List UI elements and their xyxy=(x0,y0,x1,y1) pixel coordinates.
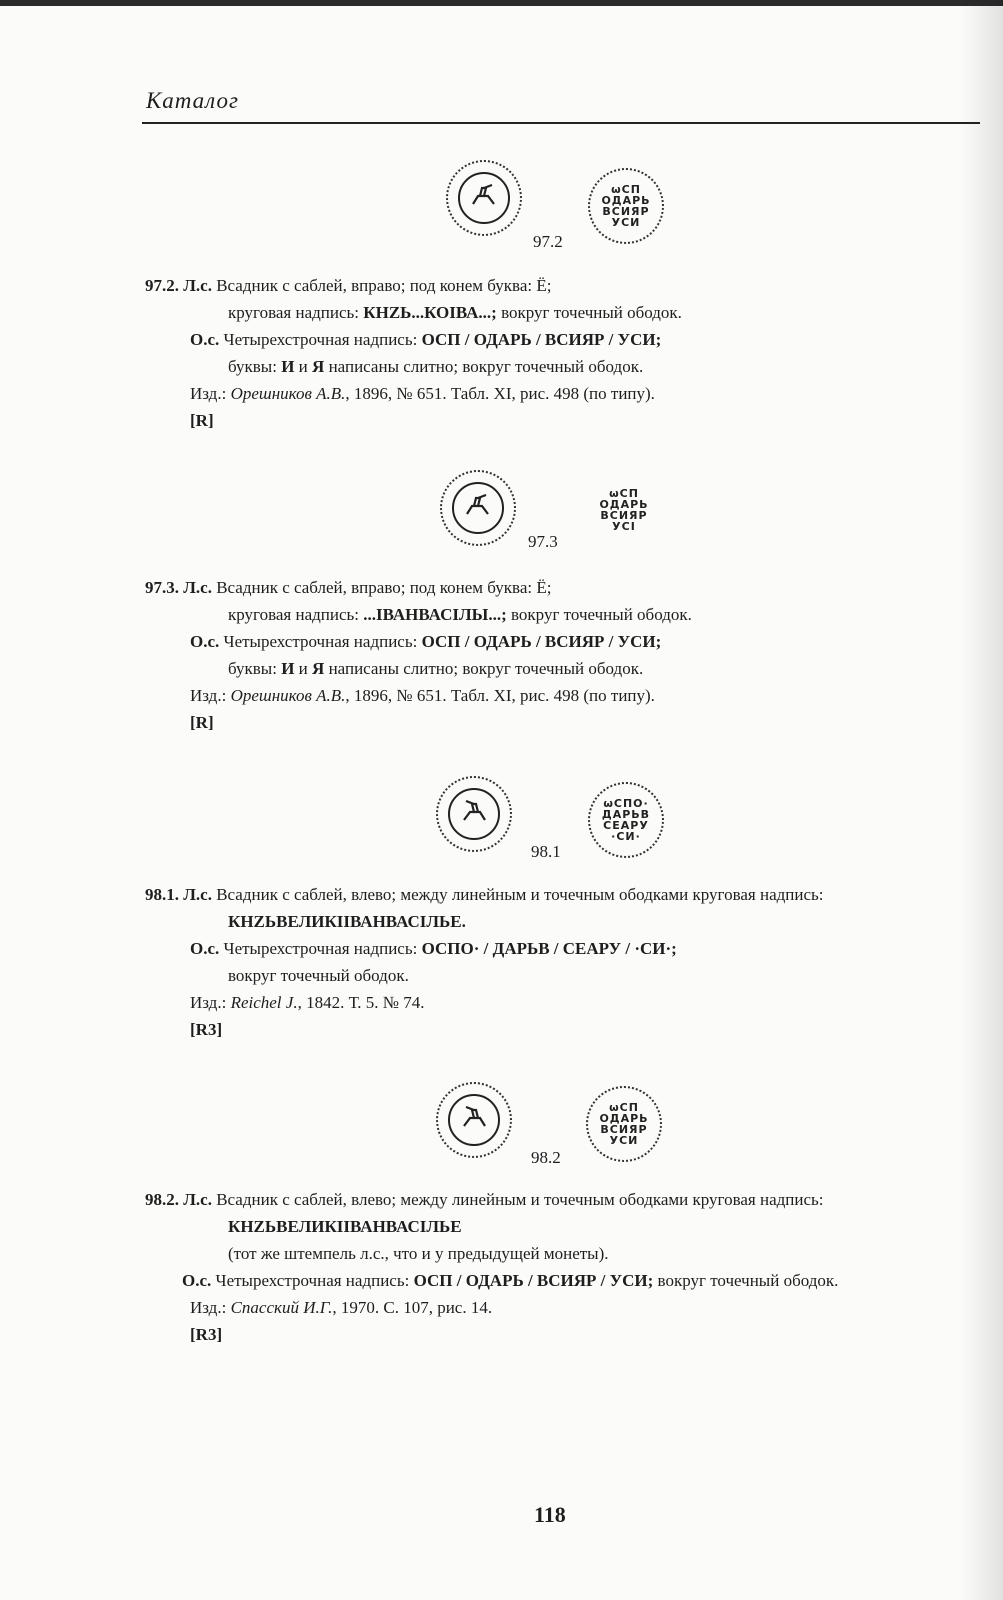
obverse-text: Всадник с саблей, влево; между линейным и точечным ободками круговая надпись: xyxy=(216,885,824,904)
obverse-legend: КНZЬВЕЛИКІІВАНВАСІЛЬЕ. xyxy=(228,912,466,931)
coin-reverse-inscription: ѡСП ОДАРЬ ВСИЯР УСІ xyxy=(599,487,649,533)
coin-obverse-image xyxy=(446,160,522,236)
rider-icon xyxy=(464,494,492,518)
entry-id: 97.2. xyxy=(145,276,179,295)
obverse-label: Л.с. xyxy=(183,1190,212,1209)
coin-reverse-image xyxy=(586,1086,662,1162)
coin-obverse-image xyxy=(440,470,516,546)
coin-reverse-inscription: ѡСПО· ДАРЬВ СЕАРУ ·СИ· xyxy=(601,797,651,843)
coin-obverse-image xyxy=(436,776,512,852)
coin-reverse-image xyxy=(586,472,662,548)
reverse-tail: вокруг точечный ободок. xyxy=(228,966,409,985)
rarity-badge: [R3] xyxy=(190,1020,223,1039)
reverse-legend: ОСПО· / ДАРЬВ / СЕАРУ / ·СИ·; xyxy=(421,939,677,958)
obverse-text: Всадник с саблей, вправо; под конем буква: Ё; xyxy=(216,578,552,597)
rarity-badge: [R] xyxy=(190,411,214,430)
reverse-legend: ОСП / ОДАРЬ / ВСИЯР / УСИ; xyxy=(413,1271,654,1290)
entry-id: 98.2. xyxy=(145,1190,179,1209)
page-number: 118 xyxy=(534,1502,566,1527)
reverse-note: буквы: И и Я написаны слитно; вокруг точечный ободок. xyxy=(228,357,644,376)
rarity-badge: [R3] xyxy=(190,1325,223,1344)
reference: Изд.: Орешников А.В., 1896, № 651. Табл. XI, рис. 498 (по типу). xyxy=(190,384,655,403)
page-gutter-shadow xyxy=(961,0,1003,1600)
coin-reverse-inscription: ѡСП ОДАРЬ ВСИЯР УСИ xyxy=(599,1101,649,1147)
reference: Изд.: Спасский И.Г., 1970. С. 107, рис. 14. xyxy=(190,1298,493,1317)
coin-label: 97.2 xyxy=(533,232,563,251)
reverse-label: О.с. xyxy=(190,330,220,349)
coin-obverse-image xyxy=(436,1082,512,1158)
reverse-label: О.с. xyxy=(182,1271,212,1290)
page-header-title: Каталог xyxy=(146,88,239,113)
obverse-legend: КНZЬ...КОІВА...; xyxy=(363,303,497,322)
scan-top-edge xyxy=(0,0,1003,6)
obverse-label: Л.с. xyxy=(183,276,212,295)
rider-icon xyxy=(470,184,498,208)
obverse-label: Л.с. xyxy=(183,885,212,904)
entry-id: 97.3. xyxy=(145,578,179,597)
obverse-legend: КНZЬВЕЛИКІІВАНВАСІЛЬЕ xyxy=(228,1217,462,1236)
obverse-note: (тот же штемпель л.с., что и у предыдущей монеты). xyxy=(228,1244,609,1263)
reverse-label: О.с. xyxy=(190,632,220,651)
obverse-text: Всадник с саблей, вправо; под конем буква: Ё; xyxy=(216,276,552,295)
coin-label: 98.2 xyxy=(531,1148,561,1167)
coin-reverse-image xyxy=(588,782,664,858)
reverse-legend: ОСП / ОДАРЬ / ВСИЯР / УСИ; xyxy=(421,330,662,349)
entry-id: 98.1. xyxy=(145,885,179,904)
reference: Изд.: Reichel J., 1842. Т. 5. № 74. xyxy=(190,993,425,1012)
reverse-note: буквы: И и Я написаны слитно; вокруг точечный ободок. xyxy=(228,659,644,678)
coin-label: 98.1 xyxy=(531,842,561,861)
rarity-badge: [R] xyxy=(190,713,214,732)
obverse-label: Л.с. xyxy=(183,578,212,597)
reverse-label: О.с. xyxy=(190,939,220,958)
coin-reverse-inscription: ѡСП ОДАРЬ ВСИЯР УСИ xyxy=(601,183,651,229)
reverse-legend: ОСП / ОДАРЬ / ВСИЯР / УСИ; xyxy=(421,632,662,651)
reference: Изд.: Орешников А.В., 1896, № 651. Табл. XI, рис. 498 (по типу). xyxy=(190,686,655,705)
reverse-tail: вокруг точечный ободок. xyxy=(653,1271,839,1290)
rider-icon xyxy=(460,800,488,824)
obverse-text: Всадник с саблей, влево; между линейным и точечным ободками круговая надпись: xyxy=(216,1190,824,1209)
rider-icon xyxy=(460,1106,488,1130)
header-rule xyxy=(142,122,980,124)
coin-reverse-image xyxy=(588,168,664,244)
coin-label: 97.3 xyxy=(528,532,558,551)
obverse-legend: ...ІВАНВАСІЛЫ...; xyxy=(363,605,507,624)
